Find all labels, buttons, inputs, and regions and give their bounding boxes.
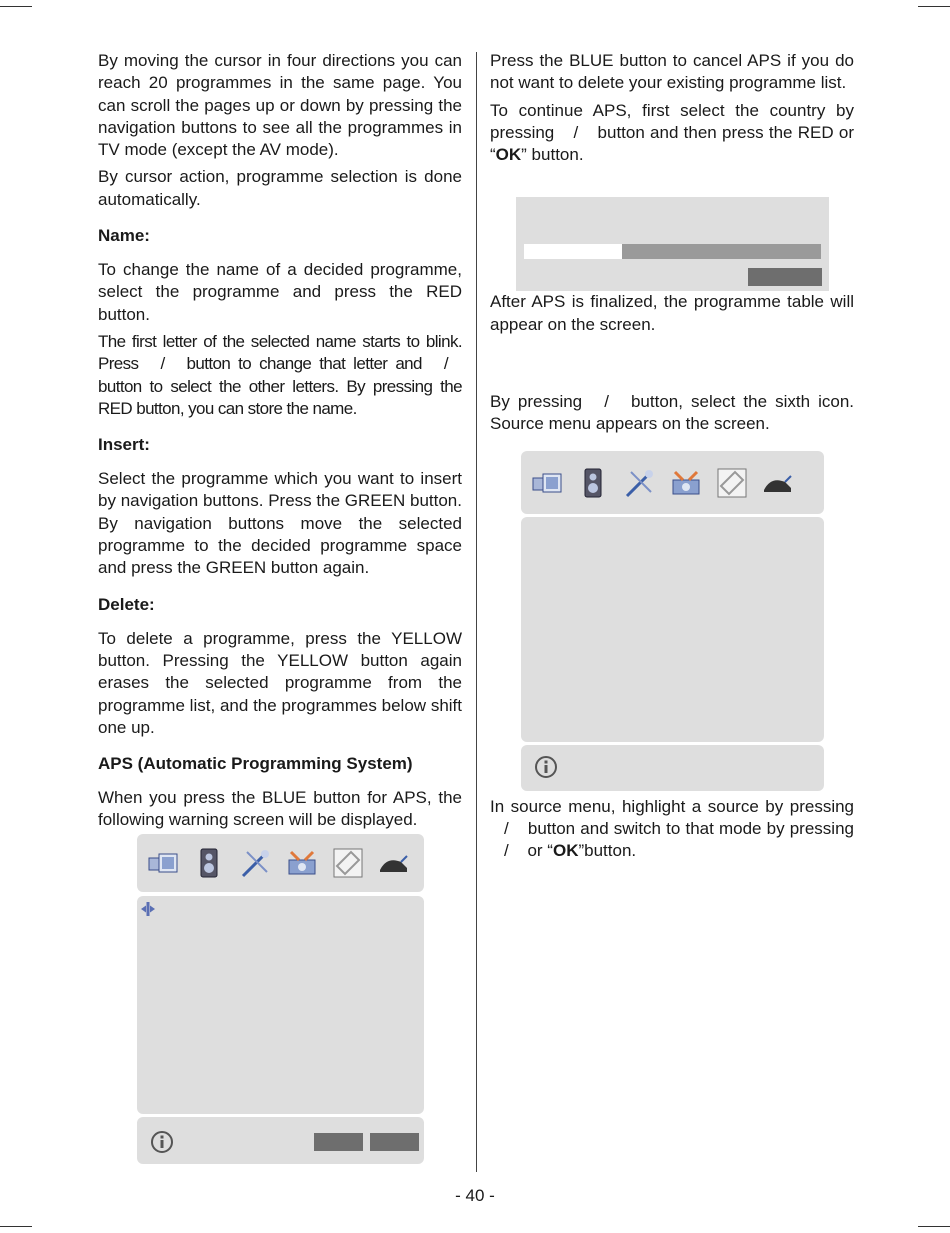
paragraph: To delete a programme, press the YELLOW button. Pressing the YELLOW button again erases the selected programme from the programme list, and the programmes below shift one up. (98, 628, 462, 737)
text: / (443, 354, 448, 374)
picture-icon[interactable] (147, 846, 181, 880)
install-icon[interactable] (285, 846, 319, 880)
text: By pressing (490, 392, 583, 412)
paragraph: By cursor action, programme selection is done automatically. (98, 167, 462, 209)
picture-icon[interactable] (531, 466, 565, 500)
text: button and switch to that mode by pressing (527, 818, 854, 838)
info-icon (534, 755, 558, 779)
text: ” button. (521, 145, 584, 165)
aps-dark-button[interactable] (748, 268, 822, 286)
column-divider (476, 52, 477, 1172)
feature-icon[interactable] (623, 466, 657, 500)
aps-no-button[interactable] (370, 1133, 419, 1151)
text: / (504, 841, 509, 861)
text: / (160, 354, 165, 374)
text: In source menu, highlight a source by pressing (490, 796, 854, 816)
paragraph (490, 391, 854, 436)
section-heading-name: Name: (98, 226, 150, 246)
source-menu-footer (521, 745, 824, 791)
aps-yes-button[interactable] (314, 1133, 363, 1151)
section-heading-aps: APS (Automatic Programming System) (98, 754, 413, 774)
text: button to select the other letters. By pressing the RED button, you can store the name. (98, 376, 462, 418)
source-menu-iconbar (521, 451, 824, 514)
paragraph (490, 100, 854, 167)
paragraph: To change the name of a decided programme, select the programme and press the RED button. (98, 260, 462, 324)
text: / (573, 122, 579, 142)
ok-label: OK (552, 841, 579, 861)
section-heading-delete: Delete: (98, 594, 155, 614)
aps-warning-iconbar (137, 834, 424, 892)
cursor-icon (141, 902, 155, 916)
text: ”button. (578, 841, 637, 861)
ok-label: OK (495, 145, 522, 165)
aps-warning-footer (137, 1117, 424, 1164)
text: / (604, 392, 609, 412)
aps-progress-panel (516, 197, 829, 291)
install-icon[interactable] (669, 466, 703, 500)
paragraph: After APS is finalized, the programme table will appear on the screen. (490, 292, 854, 334)
paragraph: When you press the BLUE button for APS, the following warning screen will be displayed. (98, 788, 462, 830)
source-icon[interactable] (331, 846, 365, 880)
aps-warning-body (137, 896, 424, 1114)
sound-icon[interactable] (577, 466, 611, 500)
aps-progress-bar (524, 244, 821, 259)
tv-icon[interactable] (377, 846, 411, 880)
text: button, select the sixth icon. Source menu appears on the screen. (490, 392, 854, 434)
crop-mark (0, 1226, 32, 1227)
sound-icon[interactable] (193, 846, 227, 880)
info-icon (150, 1130, 174, 1154)
paragraph: By moving the cursor in four directions you can reach 20 programmes in the same page. You can scroll the pages up or down by pressing the navigation buttons to see all the programmes in TV mode (except the AV mode). (98, 51, 462, 160)
page-number: - 40 - (455, 1186, 495, 1205)
paragraph: Press the BLUE button to cancel APS if you do not want to delete your existing programme list. (490, 51, 854, 93)
paragraph (98, 331, 462, 420)
text: button to change that letter and (186, 354, 422, 374)
text: To continue APS, first select the country by pressing (490, 100, 854, 142)
crop-mark (0, 6, 32, 7)
section-heading-insert: Insert: (98, 435, 150, 455)
tv-icon[interactable] (761, 466, 795, 500)
text: or “ (527, 841, 553, 861)
left-column (98, 50, 462, 837)
source-icon[interactable] (715, 466, 749, 500)
text: button and then press the RED or “ (490, 122, 854, 165)
text: / (504, 818, 509, 838)
paragraph: Select the programme which you want to insert by navigation buttons. Press the GREEN button. By navigation buttons move the selected programme to the decided programme space and press the GREEN button again. (98, 469, 462, 578)
feature-icon[interactable] (239, 846, 273, 880)
source-menu-body (521, 517, 824, 742)
crop-mark (918, 1226, 950, 1227)
aps-progress-fill (524, 244, 622, 259)
crop-mark (918, 6, 950, 7)
text: The first letter of the selected name starts to blink. Press (98, 331, 462, 374)
paragraph (490, 796, 854, 863)
